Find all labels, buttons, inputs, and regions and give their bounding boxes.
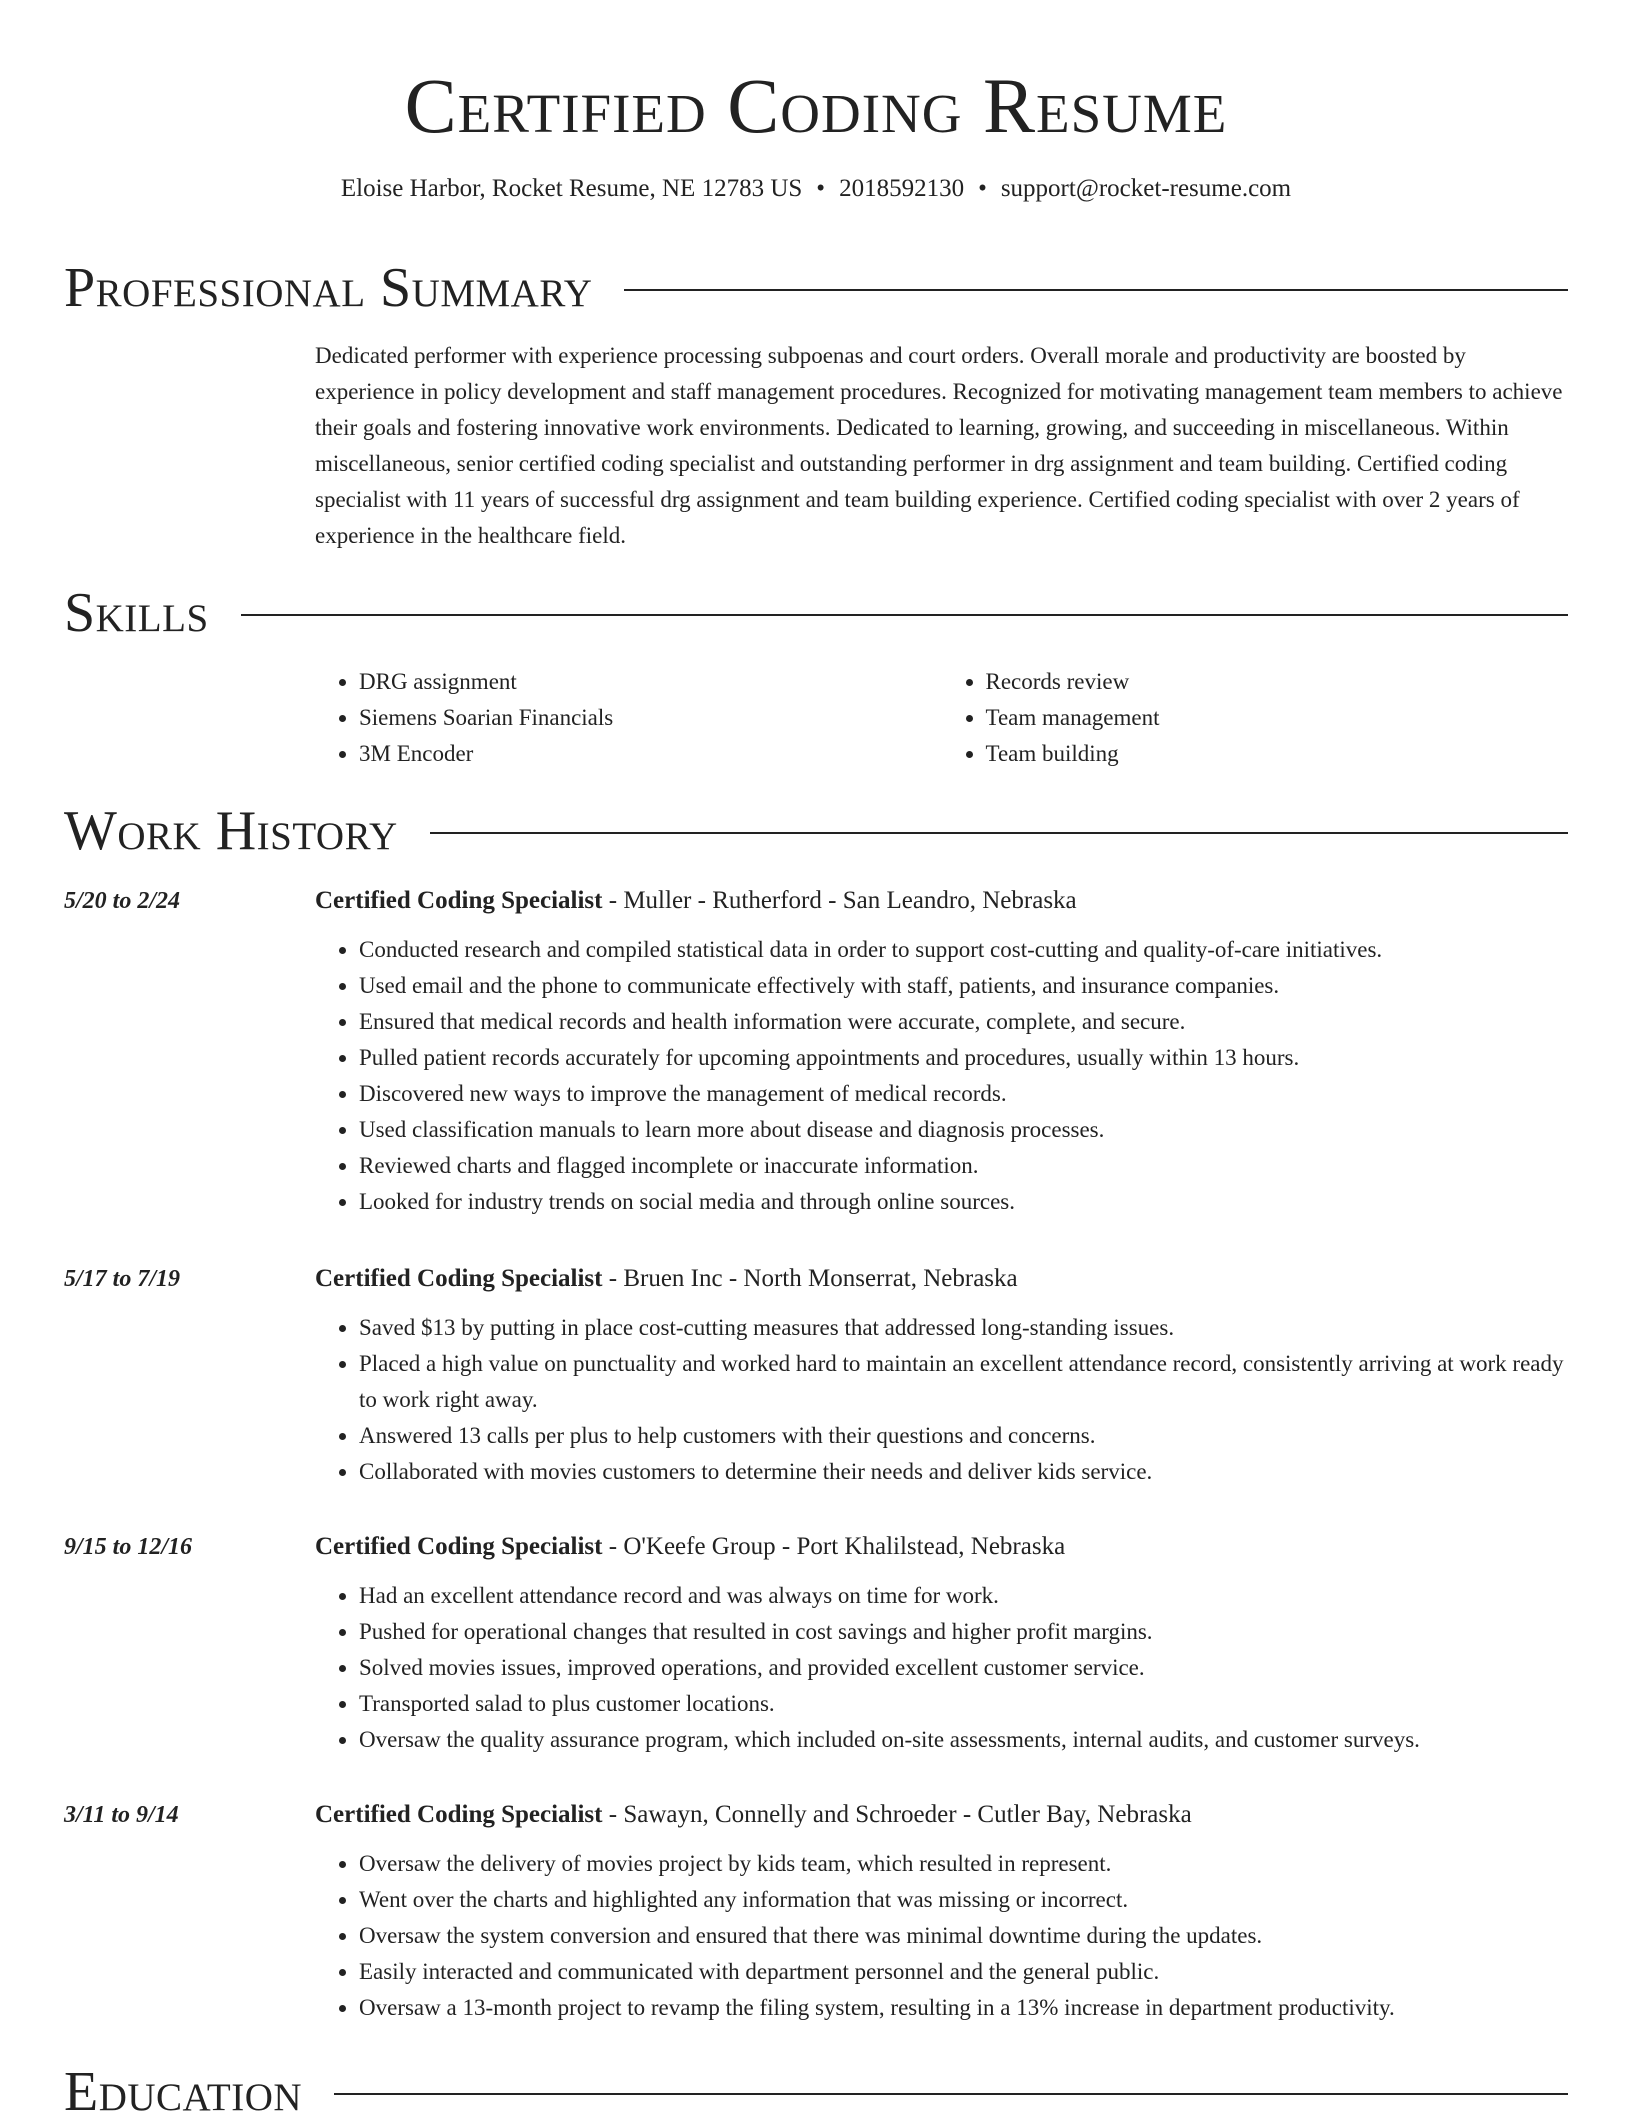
- job-bullet: • Conducted research and compiled statistical data in order to support cost-cutting and quality-of-care initiatives.: [359, 932, 1568, 968]
- skill-item: • Records review: [986, 664, 1569, 700]
- job-bullet: • Discovered new ways to improve the management of medical records.: [359, 1076, 1568, 1112]
- job-dates: 3/11 to 9/14: [64, 1802, 179, 1828]
- job-dates: 5/17 to 7/19: [64, 1266, 181, 1292]
- section-header-skills: [64, 581, 1568, 645]
- job-bullet: • Used classification manuals to learn more about disease and diagnosis processes.: [359, 1112, 1568, 1148]
- job-bullet: • Saved $13 by putting in place cost-cutting measures that addressed long-standing issues.: [359, 1310, 1568, 1346]
- job-bullet: • Transported salad to plus customer locations.: [359, 1686, 1568, 1722]
- job-heading: [315, 884, 1568, 918]
- job-bullet: • Went over the charts and highlighted any information that was missing or incorrect.: [359, 1882, 1568, 1918]
- job-bullets: [315, 1846, 1568, 2026]
- skills-column-left: [315, 664, 942, 772]
- job-dates: 9/15 to 12/16: [64, 1534, 193, 1560]
- section-divider: [624, 289, 1568, 291]
- section-divider: [241, 614, 1568, 616]
- job-bullet: • Answered 13 calls per plus to help customers with their questions and concerns.: [359, 1418, 1568, 1454]
- job-entry: [64, 1798, 1568, 2026]
- skill-item: • Team management: [986, 700, 1569, 736]
- job-heading: [315, 1530, 1568, 1564]
- job-bullets: [315, 1310, 1568, 1490]
- contact-separator: •: [816, 175, 826, 202]
- contact-line: [0, 172, 1632, 206]
- skill-item: • Team building: [986, 736, 1569, 772]
- contact-email: support@rocket-resume.com: [1000, 175, 1292, 202]
- section-header-work: [64, 799, 1568, 863]
- section-title-education: Education: [64, 2061, 303, 2123]
- job-employer: - Bruen Inc - North Monserrat, Nebraska: [602, 1265, 1018, 1292]
- skills-list: [315, 664, 1568, 772]
- job-heading: [315, 1798, 1568, 1832]
- job-entry: [64, 1262, 1568, 1490]
- job-bullets: [315, 1578, 1568, 1758]
- section-title-summary: Professional Summary: [64, 257, 593, 319]
- job-position: Certified Coding Specialist: [315, 887, 603, 914]
- job-position: Certified Coding Specialist: [315, 1265, 603, 1292]
- job-bullet: • Had an excellent attendance record and was always on time for work.: [359, 1578, 1568, 1614]
- contact-separator: •: [978, 175, 987, 202]
- job-bullet: • Oversaw a 13-month project to revamp the filing system, resulting in a 13% increase in department productivity.: [359, 1990, 1568, 2026]
- section-divider: [334, 2093, 1568, 2095]
- resume-title: Certified Coding Resume: [404, 62, 1228, 149]
- job-bullet: • Ensured that medical records and health information were accurate, complete, and secure.: [359, 1004, 1568, 1040]
- job-bullet: • Used email and the phone to communicate effectively with staff, patients, and insurance companies.: [359, 968, 1568, 1004]
- job-bullet: • Looked for industry trends on social media and through online sources.: [359, 1184, 1568, 1220]
- section-title-work: Work History: [64, 800, 398, 862]
- job-heading: [315, 1262, 1568, 1296]
- section-title-skills: Skills: [64, 582, 209, 644]
- skill-item: • Siemens Soarian Financials: [359, 700, 942, 736]
- job-entry: [64, 1530, 1568, 1758]
- job-bullet: • Placed a high value on punctuality and worked hard to maintain an excellent attendance record, consistently arriving at work ready to work right away.: [359, 1346, 1568, 1418]
- section-header-education: [64, 2060, 1568, 2124]
- job-dates: 5/20 to 2/24: [64, 888, 181, 914]
- summary-block: [315, 338, 1568, 554]
- job-bullet: • Easily interacted and communicated with department personnel and the general public.: [359, 1954, 1568, 1990]
- contact-phone: 2018592130: [839, 175, 965, 202]
- skill-item: • DRG assignment: [359, 664, 942, 700]
- job-bullet: • Collaborated with movies customers to determine their needs and deliver kids service.: [359, 1454, 1568, 1490]
- job-bullet: • Oversaw the quality assurance program, which included on-site assessments, internal audits, and customer surveys.: [359, 1722, 1568, 1758]
- job-bullet: • Solved movies issues, improved operations, and provided excellent customer service.: [359, 1650, 1568, 1686]
- skill-item: • 3M Encoder: [359, 736, 942, 772]
- section-header-summary: [64, 256, 1568, 320]
- job-bullet: • Oversaw the delivery of movies project by kids team, which resulted in represent.: [359, 1846, 1568, 1882]
- job-entry: [64, 884, 1568, 1220]
- job-position: Certified Coding Specialist: [315, 1533, 603, 1560]
- job-position: Certified Coding Specialist: [315, 1801, 603, 1828]
- job-bullet: • Oversaw the system conversion and ensured that there was minimal downtime during the updates.: [359, 1918, 1568, 1954]
- job-employer: - Sawayn, Connelly and Schroeder - Cutler Bay, Nebraska: [602, 1801, 1192, 1828]
- job-bullet: • Pushed for operational changes that resulted in cost savings and higher profit margins.: [359, 1614, 1568, 1650]
- job-bullets: [315, 932, 1568, 1220]
- section-divider: [430, 832, 1568, 834]
- summary-text: Dedicated performer with experience processing subpoenas and court orders. Overall morale and productivity are boosted by experience in policy development and staff management procedures. Recognized for motivating management team members to achieve their goals and fostering innovative work environments. Dedicated to learning, growing, and succeeding in miscellaneous. Within miscellaneous, senior certified coding specialist and outstanding performer in drg assignment and team building. Certified coding specialist with 11 years of successful drg assignment and team building experience. Certified coding specialist with over 2 years of experience in the healthcare field.: [315, 343, 1563, 548]
- job-employer: - O'Keefe Group - Port Khalilstead, Nebraska: [602, 1533, 1066, 1560]
- contact-address: Eloise Harbor, Rocket Resume, NE 12783 US: [340, 175, 803, 202]
- skills-column-right: [942, 664, 1569, 772]
- job-bullet: • Reviewed charts and flagged incomplete or inaccurate information.: [359, 1148, 1568, 1184]
- job-employer: - Muller - Rutherford - San Leandro, Nebraska: [602, 887, 1077, 914]
- job-bullet: • Pulled patient records accurately for upcoming appointments and procedures, usually within 13 hours.: [359, 1040, 1568, 1076]
